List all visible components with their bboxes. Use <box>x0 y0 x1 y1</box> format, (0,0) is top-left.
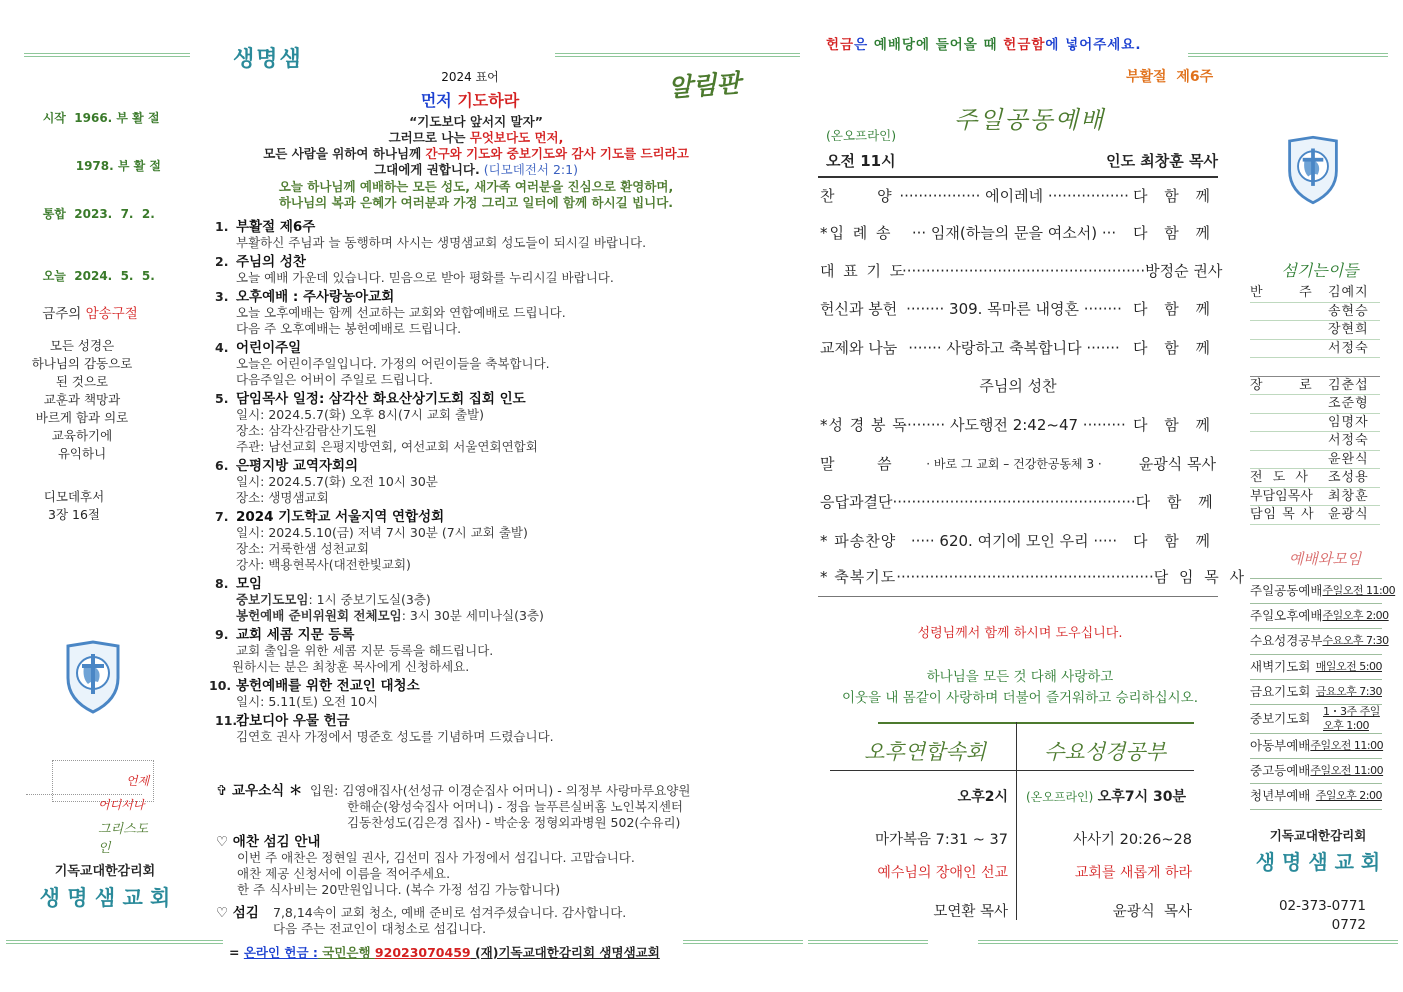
meal-line: 한 주 식사비는 20만원입니다. (복수 가정 섬김 가능합니다) <box>237 882 561 897</box>
liturgical-season: 부활절 제6주 <box>1126 69 1214 85</box>
schedule-name: 주일공동예배 <box>1250 583 1323 598</box>
church-short-name: 생명샘 <box>233 47 303 72</box>
gatherings-top-rule <box>878 722 1194 724</box>
church-denomination: 기독교대한감리회 <box>1269 828 1367 843</box>
verse-line: 유익하니 <box>57 446 107 461</box>
schedule-time: 주일오전 11:00 <box>1310 738 1384 752</box>
server-name: 김춘섭 <box>1328 377 1369 393</box>
meal-title: ♡ 애찬 섬김 안내 <box>216 834 321 850</box>
wednesday-scripture: 사사기 20:26~28 <box>1072 832 1192 848</box>
schedule-row <box>1250 759 1382 784</box>
worship-time: 오전 11시 <box>826 152 896 170</box>
notice-line: 강사: 백용현목사(대전한빛교회) <box>236 557 411 572</box>
motto-verse-line <box>216 146 736 162</box>
history-block <box>26 94 196 300</box>
order-row <box>820 259 1223 283</box>
cleaning-notice <box>216 905 776 937</box>
history-date: 2023. 7. 2. <box>74 207 155 221</box>
notice-line: 다음 주 오후예배는 봉헌예배로 드립니다. <box>236 321 462 336</box>
afternoon-preacher: 모연환 목사 <box>933 904 1008 920</box>
history-line-4 <box>26 252 196 300</box>
wednesday-preacher: 윤광식 목사 <box>1112 904 1192 920</box>
communion-heading: 주님의 성찬 <box>979 377 1057 395</box>
notice-line: 주관: 남선교회 은평지방연회, 여선교회 서울연회연합회 <box>236 439 538 454</box>
server-role: 담임 목 사 <box>1250 507 1315 522</box>
notice-line: 장소: 삼각산감람산기도원 <box>236 423 378 438</box>
offering-note-part: 에 넣어주세요. <box>1045 37 1142 53</box>
order-content: ········ 309. 목마른 내영혼 ········ <box>906 300 1122 318</box>
schedule-name: 중보기도회 <box>1250 710 1311 726</box>
blessing-line: 하나님을 모든 것 다해 사랑하고 <box>926 669 1114 685</box>
notice-list <box>209 219 775 748</box>
verse-line: 교훈과 책망과 <box>43 392 121 407</box>
notice-number: 9. <box>215 627 229 642</box>
right-church-name <box>1248 826 1388 875</box>
motto-verse-line <box>216 162 736 178</box>
wednesday-tag: (온오프라인) <box>1026 790 1094 804</box>
server-name: 최창훈 <box>1328 488 1369 504</box>
history-line-2 <box>26 142 196 190</box>
phone-extension: 0772 <box>1331 917 1366 933</box>
server-name: 임명자 <box>1328 414 1369 430</box>
servers-table <box>1250 284 1380 525</box>
online-tag: (온오프라인) <box>826 128 897 143</box>
notice-line <box>215 608 775 624</box>
server-role <box>1250 414 1328 432</box>
memory-title-highlight: 암송구절 <box>85 306 138 322</box>
order-row <box>820 529 1216 553</box>
spirit-line: 성령님께서 함께 하시며 도우십니다. <box>917 626 1123 641</box>
motto-verse-block <box>216 114 736 211</box>
gatherings-divider <box>1016 722 1017 920</box>
notice-title: 모임 <box>236 576 263 592</box>
order-performer: 다 함 께 <box>1132 532 1216 550</box>
server-name <box>1328 358 1380 376</box>
order-label: 교제와 나눔 <box>820 339 898 357</box>
notice-line: 장소: 생명샘교회 <box>236 490 329 505</box>
gatherings-header-rule <box>830 770 1194 771</box>
online-offering <box>229 943 660 961</box>
wednesday-study-title: 수요성경공부 <box>1044 740 1166 764</box>
server-row <box>1250 340 1380 359</box>
server-role <box>1250 395 1328 413</box>
notice-title: 봉헌예배를 위한 전교인 대청소 <box>236 678 420 694</box>
church-phone <box>1250 897 1366 935</box>
bottom-rule-middle <box>683 940 803 944</box>
motto-part-a: 먼저 <box>420 91 452 110</box>
offering-note <box>826 33 1141 53</box>
notice-title: 주님의 성찬 <box>236 254 306 270</box>
server-row <box>1250 488 1380 507</box>
notice-line: 오늘 오후예배는 함께 선교하는 교회와 연합예배로 드립니다. <box>236 305 566 320</box>
offering-note-part: 헌금함 <box>1003 37 1046 53</box>
afternoon-time: 오후2시 <box>957 789 1008 805</box>
notice-line: 일시: 2024.5.7(화) 오후 8시(7시 교회 출발) <box>236 407 484 422</box>
schedule-time: 주일오후 2:00 <box>1322 609 1389 623</box>
order-content: · 바로 그 교회 – 건강한공동체 3 · <box>926 457 1102 471</box>
notice-line: 일시: 5.11(토) 오전 10시 <box>236 694 379 709</box>
church-logo-icon <box>62 640 124 714</box>
server-row <box>1250 377 1380 396</box>
server-role <box>1250 321 1328 339</box>
order-row <box>820 336 1216 360</box>
notice-item <box>215 509 775 573</box>
notice-line: 부활하신 주님과 늘 동행하며 사시는 생명샘교회 성도들이 되시길 바랍니다. <box>236 235 647 250</box>
schedule-time: 주일오후 2:00 <box>1315 789 1382 803</box>
schedule-row <box>1250 579 1396 604</box>
verse-line: 하나님의 감동으로 <box>31 356 133 371</box>
online-prefix: = <box>229 945 244 960</box>
order-content: ····· 620. 여기에 모인 우리 ····· <box>910 532 1118 550</box>
notice-item <box>215 627 775 675</box>
online-account: 92023070459 <box>374 945 471 960</box>
notice-line: 교회 출입을 위한 세콤 지문 등록을 해드립니다. <box>236 643 494 658</box>
bottom-rule-mid2 <box>808 940 928 944</box>
server-role <box>1250 340 1328 358</box>
notice-number: 8. <box>215 576 229 591</box>
notice-number: 2. <box>215 254 229 269</box>
order-row <box>820 221 1216 245</box>
server-role: 반 주 <box>1250 285 1316 300</box>
schedule-name: 수요성경공부 <box>1250 633 1323 649</box>
order-performer: 담 임 목 사 <box>1153 568 1247 586</box>
worship-footer-rule <box>818 596 1218 597</box>
top-rule-left <box>24 53 190 57</box>
notice-board-title: 알림판 <box>667 68 742 103</box>
verse-text: 모든 사람을 위하여 하나님께 <box>263 146 426 161</box>
online-holder: (재)기독교대한감리회 생명샘교회 <box>470 945 660 960</box>
notice-title: 오후예배 : 주사랑농아교회 <box>236 289 395 305</box>
notice-title: 캄보디아 우물 헌금 <box>236 713 350 729</box>
notice-item <box>215 576 775 624</box>
notice-item <box>215 391 775 455</box>
welcome-line: 오늘 하나님께 예배하는 모든 성도, 새가족 여러분을 진심으로 환영하며, <box>278 179 674 194</box>
church-denomination: 기독교대한감리회 <box>54 864 156 879</box>
welcome-line: 하나님의 복과 은혜가 여러분과 가정 그리고 일터에 함께 하시길 빕니다. <box>278 195 674 210</box>
server-row <box>1250 451 1380 470</box>
history-date: 1978. 부 활 절 <box>75 159 161 173</box>
server-name: 김예지 <box>1328 285 1369 300</box>
notice-number: 7. <box>215 509 229 524</box>
server-role <box>1250 303 1328 321</box>
verse-line: 된 것으로 <box>55 374 109 389</box>
stamp-line: 어디서나 <box>98 798 145 812</box>
order-label: 헌신과 봉헌 <box>820 300 898 318</box>
notice-title: 부활절 제6주 <box>236 219 316 235</box>
order-content: ················· 에이레네 ················· <box>899 187 1129 205</box>
order-label: 응답과결단 <box>820 493 893 511</box>
reference-line: 3장 16절 <box>48 507 100 522</box>
history-line-3 <box>26 190 196 238</box>
server-row <box>1250 284 1380 303</box>
memory-verse <box>12 337 152 463</box>
afternoon-scripture: 마가복음 7:31 ~ 37 <box>874 832 1008 848</box>
news-title: ✞ 교우소식 ＊ <box>216 783 303 799</box>
order-label: * 축복기도 <box>820 568 897 586</box>
schedule-time: 주일오전 11:00 <box>1310 764 1384 778</box>
server-row <box>1250 321 1380 340</box>
order-content: ··················································· <box>892 493 1136 511</box>
schedule-row <box>1250 705 1382 734</box>
order-content: ··· 임재(하늘의 문을 여소서) ··· <box>911 224 1117 242</box>
news-line: 한해순(왕성숙집사 어머니) - 정읍 늘푸른실버홈 노인복지센터 <box>347 799 684 814</box>
schedule-row <box>1250 680 1382 705</box>
servers-title: 섬기는이들 <box>1281 261 1359 280</box>
verse-highlight: 간구와 기도와 중보기도와 감사 기도를 드리라고 <box>425 146 689 161</box>
church-name: 생 명 샘 교 회 <box>1255 850 1381 874</box>
blessing-line: 이웃을 내 몸같이 사랑하며 더불어 즐거워하고 승리하십시오. <box>841 690 1199 706</box>
notice-line: 오늘은 어린이주일입니다. 가정의 어린이들을 축복합니다. <box>236 356 550 371</box>
server-row <box>1250 506 1380 525</box>
order-performer: 다 함 께 <box>1132 300 1216 318</box>
server-role: 전 도 사 <box>1250 470 1311 485</box>
schedule-row <box>1250 655 1382 680</box>
server-role: 부담임목사 <box>1250 488 1313 504</box>
memory-title-prefix: 금주의 <box>42 306 82 322</box>
schedule-time: 수요오후 7:30 <box>1322 634 1389 648</box>
history-date: 2024. 5. 5. <box>74 269 155 283</box>
verse-line: 교육하기에 <box>51 428 113 443</box>
meeting-detail: : 1시 중보기도실(3층) <box>308 592 431 607</box>
order-row <box>820 184 1216 208</box>
phone-number: 02-373-0771 <box>1278 898 1366 914</box>
order-label: *입 례 송 <box>820 224 893 242</box>
afternoon-topic: 예수님의 장애인 선교 <box>877 865 1008 881</box>
server-row <box>1250 358 1380 377</box>
server-name: 서정숙 <box>1328 340 1369 356</box>
wednesday-time <box>1026 786 1196 806</box>
server-name: 윤광식 <box>1328 507 1369 522</box>
worship-leader: 인도 최창훈 목사 <box>1106 152 1218 170</box>
bottom-rule-right <box>978 940 1398 944</box>
order-performer: 다 함 께 <box>1135 493 1219 511</box>
motto-verse-line <box>216 130 736 146</box>
notice-title: 2024 기도학교 서울지역 연합성회 <box>236 509 445 525</box>
order-content: ··················································· <box>902 262 1146 280</box>
order-row <box>820 452 1216 476</box>
server-role: 장 로 <box>1250 377 1316 393</box>
schedule-name: 새벽기도회 <box>1250 658 1311 674</box>
worship-title: 주일공동예배 <box>954 106 1106 134</box>
server-name: 조준형 <box>1328 396 1369 411</box>
schedule-time: 금요오후 7:30 <box>1315 684 1382 698</box>
server-name: 윤완식 <box>1328 451 1369 467</box>
offering-note-part: 은 <box>854 37 874 53</box>
server-name: 서정숙 <box>1328 433 1369 448</box>
notice-item <box>215 458 775 506</box>
church-news <box>216 783 776 831</box>
order-performer: 다 함 께 <box>1132 416 1216 434</box>
news-line: 김동찬성도(김은경 집사) - 박순웅 정형외과병원 502(수유리) <box>347 815 681 830</box>
schedule-time: 1・3주 주일오후 1:00 <box>1323 704 1380 732</box>
motto-stamp <box>52 760 160 856</box>
offering-note-part: 예배당에 들어올 때 <box>873 37 1004 53</box>
notice-line: 오늘 예배 가운데 있습니다. 믿음으로 받아 평화를 누리시길 바랍니다. <box>236 270 614 285</box>
server-role <box>1250 451 1328 469</box>
server-name: 조성용 <box>1328 470 1369 485</box>
notice-item <box>215 713 775 745</box>
notice-title: 교회 세콤 지문 등록 <box>236 627 355 643</box>
motto-text <box>330 88 610 111</box>
worship-header-rule <box>818 176 1218 178</box>
news-line: 입원: 김영애집사(선성규 이경순집사 어머니) - 의정부 사랑마루요양원 <box>310 783 691 798</box>
notice-item <box>215 254 775 286</box>
schedule-time: 주일오전 11:00 <box>1322 584 1396 597</box>
history-date: 1966. 부 활 절 <box>74 111 160 125</box>
order-label: 대 표 기 도 <box>820 262 907 280</box>
schedule-row <box>1250 629 1389 654</box>
order-performer: 다 함 께 <box>1132 224 1216 242</box>
church-logo-icon <box>1284 132 1342 208</box>
order-row <box>820 490 1219 514</box>
server-row <box>1250 432 1380 451</box>
server-role <box>1250 358 1328 376</box>
verse-line: 바르게 함과 의로 <box>35 410 129 425</box>
order-content: ········· 사도행전 2:42~47 ········· <box>902 416 1126 434</box>
notice-item <box>215 340 775 388</box>
verse-reference: (디모데전서 2:1) <box>479 162 578 177</box>
server-name: 송현승 <box>1328 303 1369 319</box>
schedule-time: 매일오전 5:00 <box>1315 659 1382 673</box>
schedule-row <box>1250 604 1389 629</box>
left-church-name <box>20 860 190 912</box>
order-label: 말 씀 <box>820 455 894 473</box>
notice-line: 일시: 2024.5.10(금) 저녁 7시 30분 (7시 교회 출발) <box>236 525 528 540</box>
schedule-table <box>1250 578 1396 810</box>
meal-line: 이번 주 애찬은 정현일 권사, 김선미 집사 가정에서 섬깁니다. 고맙습니다. <box>237 850 635 865</box>
order-row <box>820 565 1247 589</box>
notice-item <box>209 678 775 710</box>
schedule-row <box>1250 734 1382 759</box>
order-performer: 방정순 권사 <box>1145 262 1223 280</box>
memory-verse-title <box>20 302 160 322</box>
notice-number: 5. <box>215 391 229 406</box>
cleaning-line: 7,8,14속이 교회 청소, 예배 준비로 섬겨주셨습니다. 감사합니다. <box>273 905 627 920</box>
notice-line: 원하시는 분은 최창훈 목사에게 신청하세요. <box>232 659 470 674</box>
motto-part-b: 기도하라 <box>457 91 520 110</box>
notice-line: 일시: 2024.5.7(화) 오전 10시 30분 <box>236 474 438 489</box>
notice-number: 1. <box>215 219 229 234</box>
meeting-name: 중보기도모임 <box>236 592 309 607</box>
notice-line <box>215 592 775 608</box>
reference-line: 디모데후서 <box>43 489 105 504</box>
year-motto <box>330 68 610 111</box>
verse-highlight: 무엇보다도 먼저, <box>469 130 564 145</box>
server-name: 장현희 <box>1328 322 1369 337</box>
order-row <box>820 413 1216 437</box>
schedule-name: 아동부예배 <box>1250 737 1311 753</box>
order-label: *성 경 봉 독 <box>820 416 908 434</box>
notice-line: 장소: 거룩한샘 성천교회 <box>236 541 369 556</box>
history-label: 시작 <box>42 111 66 125</box>
server-row <box>1250 414 1380 433</box>
order-content: ······················································ <box>896 568 1154 586</box>
notice-number: 11. <box>215 713 238 728</box>
notice-line: 다음주일은 어버이 주일로 드립니다. <box>236 372 434 387</box>
order-label: * 파송찬양 <box>820 532 897 550</box>
wednesday-topic: 교회를 새롭게 하라 <box>1074 865 1192 881</box>
order-content: ······· 사랑하고 축복합니다 ······· <box>908 339 1120 357</box>
verse-line: 모든 성경은 <box>49 338 115 353</box>
motto-label: 2024 표어 <box>441 70 499 84</box>
order-label: 찬 양 <box>820 187 894 205</box>
meeting-detail: : 3시 30분 세미나실(3층) <box>401 608 544 623</box>
server-row <box>1250 469 1380 488</box>
server-row <box>1250 395 1380 414</box>
stamp-line: 언제 <box>126 774 150 788</box>
order-row <box>820 297 1216 321</box>
cleaning-title: ♡ 섬김 <box>216 905 259 921</box>
schedule-name: 청년부예배 <box>1250 788 1311 804</box>
order-performer: 다 함 께 <box>1132 339 1216 357</box>
top-rule-middle <box>555 53 800 57</box>
motto-sub: “기도보다 앞서지 말자” <box>409 114 543 129</box>
schedule-name: 주일오후예배 <box>1250 608 1323 624</box>
history-line-1 <box>26 94 196 142</box>
notice-title: 어린이주일 <box>236 340 302 356</box>
afternoon-group-title: 오후연합속회 <box>864 740 986 764</box>
online-bank: 국민은행 <box>317 945 375 960</box>
church-name: 생 명 샘 교 회 <box>39 886 171 910</box>
notice-title: 은평지방 교역자회의 <box>236 458 359 474</box>
meal-line: 애찬 제공 신청서에 이름을 적어주세요. <box>237 866 451 881</box>
order-performer: 윤광식 목사 <box>1138 455 1216 473</box>
cleaning-line: 다음 주는 전교인이 대청소로 섬깁니다. <box>273 921 487 936</box>
bottom-rule-left <box>6 940 223 944</box>
notice-number: 6. <box>215 458 229 473</box>
verse-text: 그대에게 권합니다. <box>374 162 480 177</box>
notice-number: 3. <box>215 289 229 304</box>
history-label: 통합 <box>42 207 66 221</box>
meal-notice <box>216 834 776 898</box>
schedule-name: 금요기도회 <box>1250 683 1311 699</box>
server-row <box>1250 303 1380 322</box>
schedule-name: 중고등예배 <box>1250 763 1311 779</box>
notice-item <box>215 219 775 251</box>
memory-verse-reference <box>12 488 136 524</box>
verse-text: 그러므로 나는 <box>388 130 470 145</box>
order-performer: 다 함 께 <box>1132 187 1216 205</box>
offering-note-part: 헌금 <box>826 37 855 53</box>
online-label: 온라인 헌금 : <box>243 945 318 960</box>
meeting-name: 봉헌예배 준비위원회 전체모임 <box>236 608 402 623</box>
notice-item <box>215 289 775 337</box>
schedule-row <box>1250 784 1382 809</box>
notice-number: 4. <box>215 340 229 355</box>
server-role <box>1250 432 1328 450</box>
notice-title: 담임목사 일정: 삼각산 화요산상기도회 집회 인도 <box>236 391 526 407</box>
top-rule-right <box>1188 53 1388 57</box>
schedule-title: 예배와모임 <box>1288 550 1362 568</box>
stamp-line: 그리스도인 <box>98 822 149 856</box>
wednesday-time-value: 오후7시 30분 <box>1097 789 1186 805</box>
history-label: 오늘 <box>42 269 66 283</box>
notice-number: 10. <box>209 678 232 693</box>
notice-line: 김연호 권사 가정에서 명준호 성도를 기념하며 드렸습니다. <box>236 729 554 744</box>
